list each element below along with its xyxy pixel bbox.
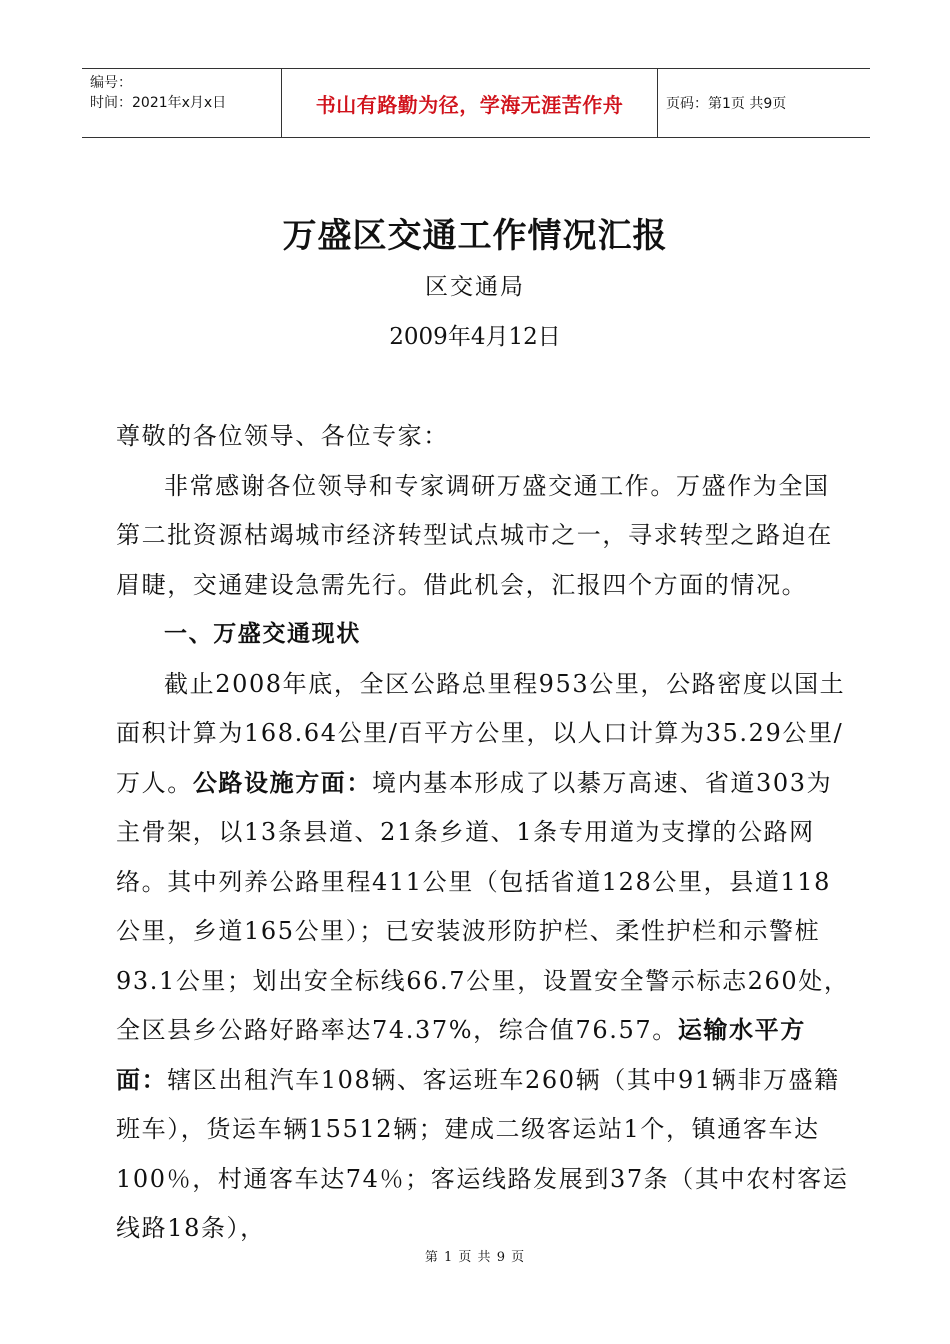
document-date: 2009年4月12日	[389, 324, 561, 350]
intro-paragraph: 非常感谢各位领导和专家调研万盛交通工作。万盛作为全国第二批资源枯竭城市经济转型试点城市之一，寻求转型之路迫在眉睫，交通建设急需先行。借此机会，汇报四个方面的情况。	[116, 471, 833, 599]
transport-level-heading: 运输水平方面：	[116, 1016, 806, 1094]
status-text-c: 境内基本形成了以綦万高速、省道303为主骨架，以13条县道、21条乡道、1条专用道为支撑的公路网络。其中列养公路里程411公里（包括省道128公里，县道118公里，乡道165公里）；已安装波形防护栏、柔性护栏和示警桩93.1公里；划出安全标线66.7公里，设置安全警示标志260处，全区县乡公路好路率达74.37%，综合值76.57。	[116, 768, 850, 1044]
number-label: 编号：	[90, 75, 132, 91]
header-page-info: 页码：第1页 共9页	[666, 96, 787, 112]
document-body	[116, 412, 852, 1254]
status-paragraph	[116, 660, 852, 1254]
header-meta-cell	[82, 69, 282, 137]
road-facilities-heading: 公路设施方面：	[192, 768, 373, 797]
page-footer: 第 1 页 共 9 页	[424, 1250, 526, 1265]
time-label: 时间：2021年x月x日	[90, 95, 227, 111]
header-motto: 书山有路勤为径，学海无涯苦作舟	[282, 69, 658, 137]
document-author: 区交通局	[425, 274, 525, 300]
header-table	[82, 68, 870, 138]
document-title: 万盛区交通工作情况汇报	[282, 216, 668, 256]
salutation: 尊敬的各位领导、各位专家：	[116, 422, 449, 450]
status-text-a: 截止2008年底，全区公路总里程953公里，公路密度以国土面积计算为168.64公里/百平方公里，以人口计算为35.29公里/万人。	[116, 669, 846, 797]
section-heading: 一、万盛交通现状	[164, 621, 361, 647]
status-text-e: 辖区出租汽车108辆、客运班车260辆（其中91辆非万盛籍班车），货运车辆15512辆；建成二级客运站1个，镇通客车达100％，村通客车达74％；客运线路发展到37条（其中农村客运线路18条），	[116, 1065, 849, 1242]
